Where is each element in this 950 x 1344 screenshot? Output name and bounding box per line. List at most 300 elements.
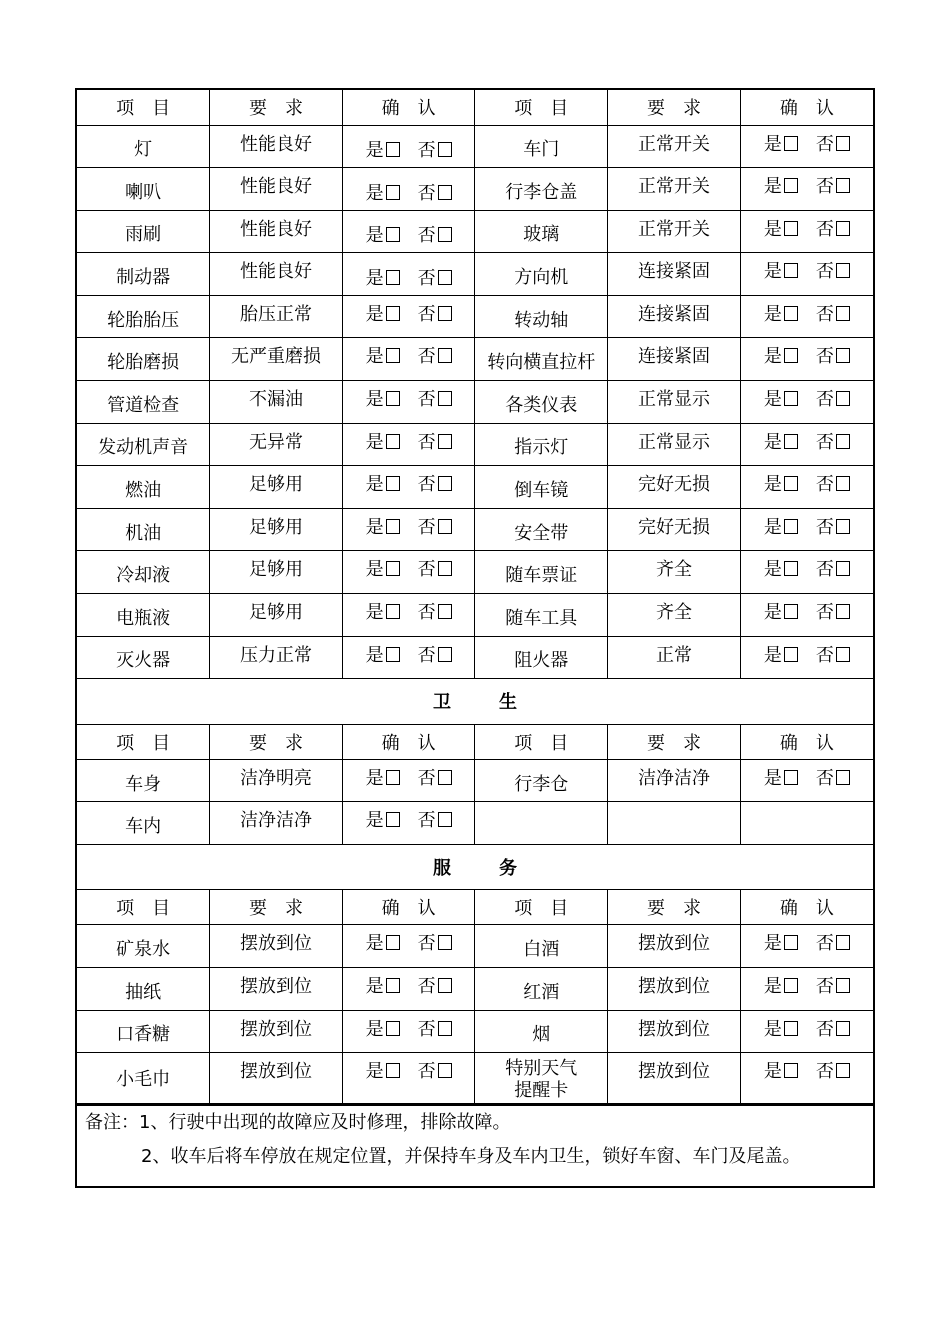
- no-checkbox[interactable]: [836, 348, 850, 363]
- no-label: 否: [417, 140, 436, 162]
- confirm-cell: [342, 802, 475, 845]
- header-row: [77, 890, 873, 925]
- yes-label: 是: [365, 474, 384, 496]
- no-option[interactable]: [816, 257, 850, 283]
- yes-checkbox[interactable]: [386, 306, 400, 321]
- yes-checkbox[interactable]: [784, 221, 798, 236]
- no-option[interactable]: [816, 172, 850, 198]
- yes-option[interactable]: [764, 428, 798, 454]
- requirement-cell: 摆放到位: [608, 1010, 741, 1053]
- hygiene-table: [77, 679, 873, 845]
- no-option[interactable]: [418, 428, 452, 454]
- requirement-cell: [608, 802, 741, 845]
- yes-option[interactable]: [764, 470, 798, 496]
- no-checkbox[interactable]: [836, 221, 850, 236]
- no-checkbox[interactable]: [438, 185, 452, 200]
- column-header-req: 要 求: [210, 890, 343, 925]
- no-option[interactable]: [816, 1015, 850, 1041]
- yes-checkbox[interactable]: [784, 391, 798, 406]
- yes-option[interactable]: [366, 1015, 400, 1041]
- yes-option[interactable]: [366, 264, 400, 290]
- requirement-cell: 足够用: [210, 551, 343, 594]
- yes-label: 是: [365, 559, 384, 581]
- confirm-cell: [342, 210, 475, 253]
- column-header-item: 项 目: [475, 90, 608, 125]
- no-checkbox[interactable]: [438, 935, 452, 950]
- no-option[interactable]: [816, 972, 850, 998]
- item-cell: 转向横直拉杆: [475, 338, 608, 381]
- confirm-cell: [740, 925, 873, 968]
- confirm-cell: [342, 381, 475, 424]
- yes-checkbox[interactable]: [784, 1063, 798, 1078]
- yes-option[interactable]: [764, 513, 798, 539]
- yes-checkbox[interactable]: [386, 1063, 400, 1078]
- no-label: 否: [815, 431, 834, 453]
- no-option[interactable]: [418, 1015, 452, 1041]
- yes-option[interactable]: [764, 385, 798, 411]
- header-row: [77, 90, 873, 125]
- yes-checkbox[interactable]: [784, 1021, 798, 1036]
- yes-checkbox[interactable]: [386, 604, 400, 619]
- yes-option[interactable]: [366, 300, 400, 326]
- no-option[interactable]: [816, 641, 850, 667]
- no-option[interactable]: [418, 221, 452, 247]
- column-header-conf: 确 认: [342, 90, 475, 125]
- yes-option[interactable]: [764, 215, 798, 241]
- yes-label: 是: [365, 1061, 384, 1083]
- column-header-item: 项 目: [475, 890, 608, 925]
- no-checkbox[interactable]: [438, 978, 452, 993]
- requirement-cell: 洁净洁净: [608, 759, 741, 802]
- no-option[interactable]: [816, 300, 850, 326]
- no-option[interactable]: [816, 764, 850, 790]
- no-checkbox[interactable]: [438, 1063, 452, 1078]
- yes-checkbox[interactable]: [386, 476, 400, 491]
- no-option[interactable]: [816, 513, 850, 539]
- no-option[interactable]: [418, 342, 452, 368]
- yes-option[interactable]: [764, 257, 798, 283]
- yes-label: 是: [763, 176, 782, 198]
- item-cell: 阻火器: [475, 636, 608, 679]
- yes-option[interactable]: [366, 221, 400, 247]
- yes-option[interactable]: [764, 342, 798, 368]
- table-row: [77, 338, 873, 381]
- confirm-cell: [740, 1010, 873, 1053]
- yes-checkbox[interactable]: [386, 770, 400, 785]
- item-cell: 白酒: [475, 925, 608, 968]
- yes-option[interactable]: [764, 130, 798, 156]
- confirm-cell: [740, 551, 873, 594]
- mechanical-table: [77, 90, 873, 679]
- yes-checkbox[interactable]: [386, 935, 400, 950]
- yes-label: 是: [365, 1018, 384, 1040]
- no-checkbox[interactable]: [836, 263, 850, 278]
- yes-checkbox[interactable]: [784, 263, 798, 278]
- no-checkbox[interactable]: [836, 770, 850, 785]
- requirement-cell: 洁净明亮: [210, 759, 343, 802]
- confirm-cell: [342, 338, 475, 381]
- no-option[interactable]: [816, 929, 850, 955]
- no-checkbox[interactable]: [836, 935, 850, 950]
- yes-checkbox[interactable]: [784, 476, 798, 491]
- column-header-req: 要 求: [608, 890, 741, 925]
- no-label: 否: [815, 516, 834, 538]
- confirm-cell: [740, 594, 873, 637]
- confirm-cell: [740, 1053, 873, 1104]
- requirement-cell: 胎压正常: [210, 295, 343, 338]
- no-checkbox[interactable]: [836, 978, 850, 993]
- table-row: [77, 253, 873, 296]
- yes-checkbox[interactable]: [386, 647, 400, 662]
- no-label: 否: [815, 644, 834, 666]
- column-header-item: 项 目: [77, 890, 210, 925]
- yes-option[interactable]: [366, 929, 400, 955]
- item-cell: 冷却液: [77, 551, 210, 594]
- yes-checkbox[interactable]: [784, 935, 798, 950]
- item-cell: 口香糖: [77, 1010, 210, 1053]
- yes-checkbox[interactable]: [386, 812, 400, 827]
- confirm-cell: [342, 253, 475, 296]
- yes-label: 是: [365, 602, 384, 624]
- no-checkbox[interactable]: [438, 812, 452, 827]
- requirement-cell: 摆放到位: [210, 968, 343, 1011]
- yes-checkbox[interactable]: [784, 348, 798, 363]
- no-option[interactable]: [816, 555, 850, 581]
- yes-checkbox[interactable]: [386, 142, 400, 157]
- yes-option[interactable]: [366, 428, 400, 454]
- yes-label: 是: [365, 644, 384, 666]
- no-label: 否: [815, 261, 834, 283]
- yes-checkbox[interactable]: [784, 519, 798, 534]
- yes-option[interactable]: [764, 929, 798, 955]
- yes-checkbox[interactable]: [386, 1021, 400, 1036]
- no-option[interactable]: [418, 929, 452, 955]
- no-label: 否: [417, 1018, 436, 1040]
- column-header-conf: 确 认: [342, 724, 475, 759]
- no-checkbox[interactable]: [438, 227, 452, 242]
- column-header-conf: 确 认: [740, 90, 873, 125]
- yes-label: 是: [763, 389, 782, 411]
- no-checkbox[interactable]: [438, 476, 452, 491]
- confirm-cell: [740, 968, 873, 1011]
- no-label: 否: [417, 303, 436, 325]
- yes-option[interactable]: [764, 972, 798, 998]
- no-option[interactable]: [418, 179, 452, 205]
- no-checkbox[interactable]: [438, 391, 452, 406]
- confirm-cell-empty: [740, 802, 873, 845]
- requirement-cell: 摆放到位: [210, 1010, 343, 1053]
- no-label: 否: [815, 976, 834, 997]
- confirm-cell: [342, 594, 475, 637]
- item-cell: 车门: [475, 125, 608, 168]
- no-option[interactable]: [418, 385, 452, 411]
- no-checkbox[interactable]: [438, 434, 452, 449]
- requirement-cell: 正常显示: [608, 423, 741, 466]
- no-option[interactable]: [418, 972, 452, 998]
- no-option[interactable]: [816, 130, 850, 156]
- no-checkbox[interactable]: [836, 1021, 850, 1036]
- note-line-1: 备注：1、行驶中出现的故障应及时修理，排除故障。: [85, 1112, 511, 1134]
- no-checkbox[interactable]: [836, 434, 850, 449]
- no-option[interactable]: [816, 598, 850, 624]
- yes-checkbox[interactable]: [386, 270, 400, 285]
- yes-option[interactable]: [366, 385, 400, 411]
- no-option[interactable]: [816, 342, 850, 368]
- no-checkbox[interactable]: [836, 178, 850, 193]
- item-cell: 轮胎胎压: [77, 295, 210, 338]
- confirm-cell: [740, 381, 873, 424]
- no-label: 否: [417, 389, 436, 411]
- no-checkbox[interactable]: [438, 306, 452, 321]
- yes-option[interactable]: [366, 806, 400, 832]
- yes-checkbox[interactable]: [386, 227, 400, 242]
- no-option[interactable]: [418, 300, 452, 326]
- column-header-item: 项 目: [77, 724, 210, 759]
- no-option[interactable]: [418, 806, 452, 832]
- item-cell: 制动器: [77, 253, 210, 296]
- no-checkbox[interactable]: [836, 136, 850, 151]
- yes-checkbox[interactable]: [386, 185, 400, 200]
- requirement-cell: 摆放到位: [608, 925, 741, 968]
- yes-option[interactable]: [764, 172, 798, 198]
- yes-label: 是: [365, 268, 384, 290]
- yes-checkbox[interactable]: [386, 978, 400, 993]
- no-option[interactable]: [418, 555, 452, 581]
- yes-label: 是: [365, 516, 384, 538]
- yes-option[interactable]: [764, 598, 798, 624]
- item-cell: 轮胎磨损: [77, 338, 210, 381]
- confirm-cell: [342, 125, 475, 168]
- no-checkbox[interactable]: [836, 476, 850, 491]
- confirm-cell: [740, 338, 873, 381]
- yes-checkbox[interactable]: [784, 136, 798, 151]
- yes-option[interactable]: [366, 513, 400, 539]
- yes-label: 是: [763, 559, 782, 581]
- item-cell: 矿泉水: [77, 925, 210, 968]
- table-row: [77, 551, 873, 594]
- table-row: [77, 802, 873, 845]
- yes-label: 是: [365, 389, 384, 411]
- confirm-cell: [740, 253, 873, 296]
- yes-option[interactable]: [764, 300, 798, 326]
- item-cell: 倒车镜: [475, 466, 608, 509]
- no-option[interactable]: [816, 1057, 850, 1083]
- table-row: [77, 466, 873, 509]
- yes-label: 是: [365, 225, 384, 247]
- yes-label: 是: [365, 933, 384, 955]
- no-checkbox[interactable]: [438, 348, 452, 363]
- no-checkbox[interactable]: [836, 647, 850, 662]
- no-label: 否: [815, 346, 834, 368]
- yes-label: 是: [365, 182, 384, 204]
- no-checkbox[interactable]: [836, 604, 850, 619]
- yes-option[interactable]: [764, 555, 798, 581]
- yes-label: 是: [763, 218, 782, 240]
- yes-option[interactable]: [366, 179, 400, 205]
- item-cell: 特别天气 提醒卡: [475, 1053, 608, 1104]
- yes-option[interactable]: [366, 641, 400, 667]
- no-checkbox[interactable]: [836, 519, 850, 534]
- yes-checkbox[interactable]: [784, 306, 798, 321]
- yes-checkbox[interactable]: [386, 348, 400, 363]
- column-header-req: 要 求: [608, 724, 741, 759]
- yes-label: 是: [365, 431, 384, 453]
- table-row: [77, 636, 873, 679]
- requirement-cell: 齐全: [608, 594, 741, 637]
- yes-option[interactable]: [764, 764, 798, 790]
- yes-option[interactable]: [366, 470, 400, 496]
- no-label: 否: [815, 218, 834, 240]
- yes-checkbox[interactable]: [784, 434, 798, 449]
- requirement-cell: 正常开关: [608, 210, 741, 253]
- no-checkbox[interactable]: [836, 1063, 850, 1078]
- item-cell: 灭火器: [77, 636, 210, 679]
- no-checkbox[interactable]: [438, 561, 452, 576]
- no-label: 否: [417, 474, 436, 496]
- yes-label: 是: [763, 644, 782, 666]
- table-row: [77, 1053, 873, 1104]
- no-checkbox[interactable]: [438, 647, 452, 662]
- yes-label: 是: [763, 474, 782, 496]
- item-cell: [475, 802, 608, 845]
- item-cell: 行李仓: [475, 759, 608, 802]
- table-row: [77, 423, 873, 466]
- no-option[interactable]: [816, 215, 850, 241]
- no-checkbox[interactable]: [438, 519, 452, 534]
- confirm-cell: [342, 968, 475, 1011]
- notes-section: [77, 1104, 873, 1186]
- no-option[interactable]: [418, 764, 452, 790]
- no-option[interactable]: [418, 641, 452, 667]
- confirm-cell: [740, 125, 873, 168]
- yes-option[interactable]: [366, 1057, 400, 1083]
- item-cell: 电瓶液: [77, 594, 210, 637]
- no-checkbox[interactable]: [836, 306, 850, 321]
- yes-label: 是: [763, 767, 782, 789]
- no-option[interactable]: [816, 428, 850, 454]
- yes-checkbox[interactable]: [386, 519, 400, 534]
- no-label: 否: [417, 516, 436, 538]
- no-option[interactable]: [816, 385, 850, 411]
- confirm-cell: [740, 466, 873, 509]
- requirement-cell: 性能良好: [210, 168, 343, 211]
- confirm-cell: [342, 423, 475, 466]
- no-option[interactable]: [418, 598, 452, 624]
- yes-option[interactable]: [366, 342, 400, 368]
- yes-option[interactable]: [764, 641, 798, 667]
- yes-label: 是: [763, 431, 782, 453]
- yes-checkbox[interactable]: [784, 178, 798, 193]
- section-title: 卫生: [77, 679, 873, 724]
- column-header-conf: 确 认: [740, 724, 873, 759]
- no-label: 否: [815, 559, 834, 581]
- yes-label: 是: [763, 261, 782, 283]
- item-cell: 车身: [77, 759, 210, 802]
- confirm-cell: [342, 636, 475, 679]
- item-cell: 发动机声音: [77, 423, 210, 466]
- yes-label: 是: [763, 1018, 782, 1040]
- requirement-cell: 完好无损: [608, 466, 741, 509]
- item-cell: 小毛巾: [77, 1053, 210, 1104]
- column-header-req: 要 求: [210, 90, 343, 125]
- yes-checkbox[interactable]: [784, 561, 798, 576]
- no-checkbox[interactable]: [438, 770, 452, 785]
- yes-checkbox[interactable]: [784, 604, 798, 619]
- yes-option[interactable]: [366, 764, 400, 790]
- requirement-cell: 正常开关: [608, 125, 741, 168]
- requirement-cell: 连接紧固: [608, 253, 741, 296]
- yes-checkbox[interactable]: [386, 434, 400, 449]
- no-option[interactable]: [418, 470, 452, 496]
- no-label: 否: [417, 1061, 436, 1083]
- no-label: 否: [815, 1018, 834, 1040]
- yes-checkbox[interactable]: [784, 770, 798, 785]
- service-table: [77, 845, 873, 1104]
- requirement-cell: 正常: [608, 636, 741, 679]
- yes-option[interactable]: [764, 1057, 798, 1083]
- yes-label: 是: [763, 1061, 782, 1083]
- no-option[interactable]: [418, 264, 452, 290]
- item-cell: 红酒: [475, 968, 608, 1011]
- confirm-cell: [342, 759, 475, 802]
- yes-checkbox[interactable]: [386, 561, 400, 576]
- no-option[interactable]: [418, 513, 452, 539]
- table-row: [77, 125, 873, 168]
- no-checkbox[interactable]: [836, 561, 850, 576]
- yes-label: 是: [763, 346, 782, 368]
- no-checkbox[interactable]: [438, 1021, 452, 1036]
- yes-checkbox[interactable]: [784, 647, 798, 662]
- no-label: 否: [815, 133, 834, 155]
- no-label: 否: [417, 767, 436, 789]
- yes-checkbox[interactable]: [784, 978, 798, 993]
- requirement-cell: 连接紧固: [608, 295, 741, 338]
- yes-option[interactable]: [366, 598, 400, 624]
- yes-option[interactable]: [366, 972, 400, 998]
- no-checkbox[interactable]: [438, 142, 452, 157]
- confirm-cell: [342, 508, 475, 551]
- requirement-cell: 无严重磨损: [210, 338, 343, 381]
- no-option[interactable]: [418, 136, 452, 162]
- confirm-cell: [342, 295, 475, 338]
- yes-option[interactable]: [764, 1015, 798, 1041]
- item-cell: 安全带: [475, 508, 608, 551]
- table-row: [77, 168, 873, 211]
- yes-label: 是: [365, 976, 384, 997]
- no-checkbox[interactable]: [438, 270, 452, 285]
- no-option[interactable]: [418, 1057, 452, 1083]
- yes-option[interactable]: [366, 136, 400, 162]
- header-row: [77, 724, 873, 759]
- item-cell: 抽纸: [77, 968, 210, 1011]
- requirement-cell: 洁净洁净: [210, 802, 343, 845]
- column-header-conf: 确 认: [740, 890, 873, 925]
- yes-label: 是: [365, 140, 384, 162]
- no-option[interactable]: [816, 470, 850, 496]
- no-checkbox[interactable]: [438, 604, 452, 619]
- table-row: [77, 210, 873, 253]
- no-label: 否: [417, 225, 436, 247]
- no-label: 否: [815, 176, 834, 198]
- no-label: 否: [417, 602, 436, 624]
- yes-option[interactable]: [366, 555, 400, 581]
- no-label: 否: [815, 389, 834, 411]
- confirm-cell: [342, 168, 475, 211]
- no-label: 否: [815, 474, 834, 496]
- yes-checkbox[interactable]: [386, 391, 400, 406]
- item-cell: 指示灯: [475, 423, 608, 466]
- no-checkbox[interactable]: [836, 391, 850, 406]
